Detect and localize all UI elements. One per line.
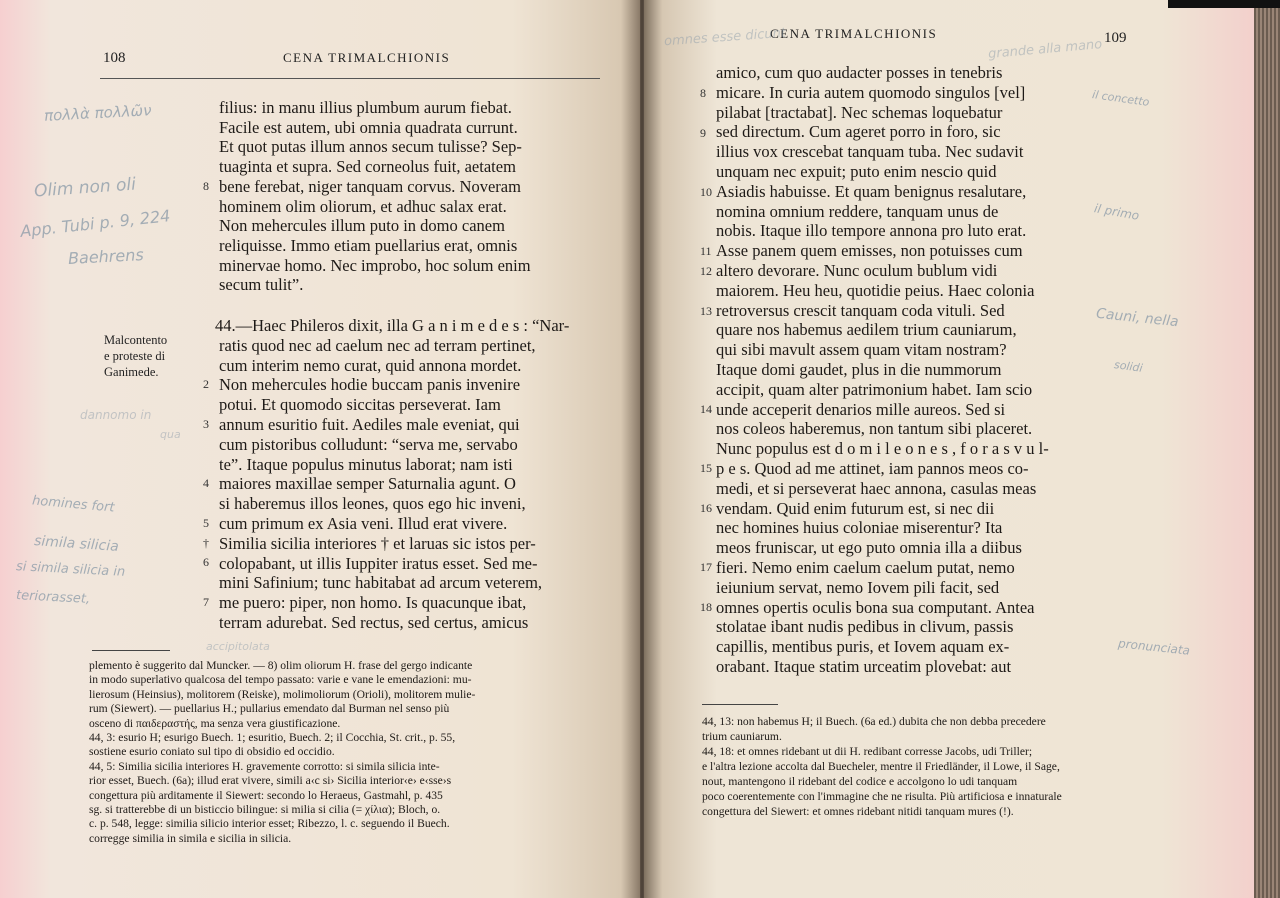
text-line: minervae homo. Nec improbo, hoc solum enim xyxy=(219,255,531,275)
handwritten-note: πολλὰ πολλῶν xyxy=(43,101,152,125)
footnote-line: rior esset, Buech. (6a); illud erat vivere, simili a‹c si› Sicilia interior‹e› e‹sse›s xyxy=(89,774,452,788)
line-number: 13 xyxy=(700,304,712,318)
footnote-line: 44, 13: non habemus H; il Buech. (6a ed.) dubita che non debba precedere xyxy=(702,715,1046,728)
text-line: omnes opertis oculis bona sua computant. Antea xyxy=(716,597,1035,617)
line-number: 17 xyxy=(700,560,712,574)
text-line: nec homines huius coloniae miserentur? Ita xyxy=(716,518,1003,538)
footnote-rule xyxy=(702,704,778,705)
text-line: mini Safinium; tunc habitabat ad arcum veterem, xyxy=(219,573,543,593)
line-number: 6 xyxy=(203,555,209,569)
text-line: capillis, mentibus puris, et Iovem aquam ex- xyxy=(716,637,1010,657)
text-line: unde acceperit denarios mille aureos. Sed si xyxy=(716,399,1006,419)
footnote-line: corregge similia in simila e sicilia in silicia. xyxy=(89,831,292,845)
text-line: tuaginta et supra. Sed corneolus fuit, aetatem xyxy=(219,157,516,177)
handwritten-note: il primo xyxy=(1093,201,1141,223)
footnote-line: nout, mantengono il ridebant del codice e accolgono lo udi tanquam xyxy=(702,775,1018,788)
text-line: pilabat [tractabat]. Nec schemas loquebatur xyxy=(716,102,1003,122)
text-line: Asse panem quem emisses, non potuisses cum xyxy=(716,241,1023,261)
footnote-line: plemento è suggerito dal Muncker. — 8) olim oliorum H. frase del gergo indicante xyxy=(89,659,473,672)
text-line: 44.—Haec Phileros dixit, illa G a n i m e d e s : “Nar- xyxy=(215,316,570,335)
text-line: bene ferebat, niger tanquam corvus. Noveram xyxy=(219,176,521,196)
text-line: nos coleos haberemus, non tantum sibi placeret. xyxy=(716,419,1033,439)
right-page xyxy=(644,0,1254,898)
footnote-line: trium cauniarum. xyxy=(702,730,782,743)
handwritten-note: solidi xyxy=(1113,358,1144,375)
handwritten-note: dannomo in xyxy=(80,408,152,422)
text-line: te”. Itaque populus minutus laborat; nam isti xyxy=(219,454,513,474)
text-line: cum interim nemo curat, quid annona mordet. xyxy=(219,355,522,375)
text-line: meos fruniscar, ut ego puto omnia illa a diibus xyxy=(716,538,1022,558)
line-number: 7 xyxy=(203,595,209,609)
text-line: hominem olim oliorum, et adhuc salax erat. xyxy=(219,196,507,216)
handwritten-note: simila silicia xyxy=(33,533,120,555)
text-line: accipit, quam alter patrimonium habet. Iam scio xyxy=(716,379,1033,399)
text-line: ieiunium servat, nemo Iovem pili facit, sed xyxy=(716,577,1000,597)
footnote-line: in modo superlativo qualcosa del tempo passato: varie e vane le emendazioni: mu- xyxy=(89,673,472,687)
text-line: Nunc populus est d o m i l e o n e s , f o r a s v u l- xyxy=(716,439,1049,459)
right-running-head: CENA TRIMALCHIONIS xyxy=(770,26,938,41)
footnote-line: poco coerentemente con l'immagine che ne risulta. Più artificiosa e innaturale xyxy=(702,790,1062,803)
text-line: nomina omnium reddere, tanquam unus de xyxy=(716,201,999,221)
footnote-line: 44, 18: et omnes ridebant ut dii H. redibant corresse Jacobs, udi Triller; xyxy=(702,745,1033,758)
handwritten-note: App. Tubi p. 9, 224 xyxy=(19,206,172,241)
text-line: Non mehercules hodie buccam panis invenire xyxy=(219,375,521,395)
text-line: secum tulit”. xyxy=(219,275,304,295)
footnote-line: 44, 3: esurio H; esurigo Buech. 1; esuritio, Buech. 2; il Cocchia, St. crit., p. 55, xyxy=(89,731,456,744)
text-line: Similia sicilia interiores † et laruas sic istos per- xyxy=(219,533,536,553)
book-page-edges xyxy=(1254,0,1280,898)
text-line: amico, cum quo audacter posses in tenebris xyxy=(716,63,1003,82)
footnote-line: e l'altra lezione accolta dal Buecheler, mentre il Friedländer, il Lowe, il Sage, xyxy=(702,760,1060,773)
text-line: Facile est autem, ubi omnia quadrata currunt. xyxy=(219,117,518,137)
footnote-line: sg. si tratterebbe di un bisticcio bilingue: si milia si cilia (= χίλια); Bloch, o. xyxy=(89,803,441,816)
line-number: 4 xyxy=(203,476,209,490)
line-number: 5 xyxy=(203,516,209,530)
text-line: Asiadis habuisse. Et quam benignus resalutare, xyxy=(716,181,1027,201)
footnote-line: rum (Siewert). — puellarius H.; pullarius emendato dal Burman nel senso più xyxy=(89,702,450,716)
text-line: me puero: piper, non homo. Is quacunque ibat, xyxy=(219,593,527,613)
text-line: ratis quod nec ad caelum nec ad terram pertinet, xyxy=(219,335,536,355)
line-number: 3 xyxy=(203,417,209,431)
marginal-summary xyxy=(104,332,167,380)
text-line: annum esuritio fuit. Aediles male eveniat, qui xyxy=(219,415,520,434)
text-line: Itaque domi gaudet, plus in die nummorum xyxy=(716,360,1002,379)
text-line: quare nos habemus aedilem trium cauniarum, xyxy=(716,320,1017,340)
handwritten-note: si simila silicia in xyxy=(15,559,126,580)
text-line: Non mehercules illum puto in domo canem xyxy=(219,216,505,236)
right-page-number: 109 xyxy=(1104,30,1127,46)
text-line: fieri. Nemo enim caelum caelum putat, nemo xyxy=(716,558,1015,577)
text-line: altero devorare. Nunc oculum bublum vidi xyxy=(716,261,998,280)
text-line: medi, et si perseverat haec annona, casulas meas xyxy=(716,478,1037,498)
text-line: maiorem. Heu heu, quotidie peius. Haec colonia xyxy=(716,280,1035,300)
footnote-line: lierosum (Heinsius), molitorem (Reiske), molimoliorum (Orioli), molitorem mulie- xyxy=(89,687,476,701)
text-line: terram adurebat. Sed rectus, sed certus, amicus xyxy=(219,613,529,632)
handwritten-note: qua xyxy=(160,428,181,441)
footnote-line: congettura del Siewert: et omnes ridebant nitidi tanquam mures (!). xyxy=(702,805,1014,818)
text-line: vendam. Quid enim futurum est, si nec dii xyxy=(716,498,995,518)
text-line: si haberemus illos leones, quos ego hic inveni, xyxy=(219,494,526,514)
line-number: 8 xyxy=(203,179,209,193)
left-running-head: CENA TRIMALCHIONIS xyxy=(283,50,451,65)
handwritten-note: Olim non oli xyxy=(33,174,137,202)
line-number: 14 xyxy=(700,402,712,416)
text-line: sed directum. Cum ageret porro in foro, sic xyxy=(716,122,1001,142)
handwritten-note: Baehrens xyxy=(67,245,145,268)
footnote-rule xyxy=(92,650,170,651)
text-line: maiores maxillae semper Saturnalia agunt. O xyxy=(219,474,516,494)
handwritten-note: teriorasset, xyxy=(15,588,91,607)
text-line: illius vox crescebat tanquam tuba. Nec sudavit xyxy=(716,142,1024,162)
footnote-line: c. p. 548, legge: similia silicio interior esset; Ribezzo, l. c. seguendo il Buech. xyxy=(89,817,450,831)
text-line: Et quot putas illum annos secum tulisse? Sep- xyxy=(219,137,522,157)
footnote-line: sostiene esurio coniato sul tipo di obsidio ed occidio. xyxy=(89,745,335,759)
line-number: 18 xyxy=(700,600,712,614)
line-number: 8 xyxy=(700,86,706,100)
line-number: 15 xyxy=(700,461,712,475)
text-line: cum primum ex Asia veni. Illud erat vivere. xyxy=(219,514,508,533)
sidenote-line: Malcontento xyxy=(104,333,168,347)
footnote-line: congettura più arditamente il Siewert: secondo lo Heraeus, Gastmahl, p. 435 xyxy=(89,788,443,802)
handwritten-note: homines fort xyxy=(31,493,116,516)
line-number: 12 xyxy=(700,264,712,278)
text-line: cum pistoribus colludunt: “serva me, servabo xyxy=(219,434,518,454)
bookmark-tab xyxy=(1168,0,1280,8)
handwritten-note: omnes esse dicunt xyxy=(663,25,787,50)
sidenote-line: Ganimede. xyxy=(104,365,159,379)
line-number: 10 xyxy=(700,185,712,199)
line-number: 2 xyxy=(203,377,209,391)
text-line: stolatae ibant nudis pedibus in clivum, passis xyxy=(716,617,1014,637)
text-line: reliquisse. Immo etiam puellarius erat, omnis xyxy=(219,235,518,255)
text-line: retroversus crescit tanquam coda vituli. Sed xyxy=(716,300,1005,320)
text-line: micare. In curia autem quomodo singulos [vel] xyxy=(716,82,1026,102)
text-line: qui sibi mavult assem quam vitam nostram? xyxy=(716,340,1007,360)
line-number: † xyxy=(203,536,209,550)
text-line: colopabant, ut illis Iuppiter iratus esset. Sed me- xyxy=(219,553,538,573)
handwritten-note: accipitolata xyxy=(206,640,270,653)
line-number: 11 xyxy=(700,244,712,258)
line-number: 16 xyxy=(700,501,712,515)
line-number: 9 xyxy=(700,126,706,140)
handwritten-note: Cauni, nella xyxy=(1095,305,1180,331)
footnote-line: osceno di παιδεραστής, ma senza vera giustificazione. xyxy=(89,716,341,730)
footnote-line: 44, 5: Similia sicilia interiores H. gravemente corrotto: si simila silicia inte- xyxy=(89,759,440,773)
sidenote-line: e proteste di xyxy=(104,349,166,363)
text-line: orabant. Itaque statim urceatim plovebat: aut xyxy=(716,657,1012,676)
text-line: p e s. Quod ad me attinet, iam pannos meos co- xyxy=(716,459,1029,478)
text-line: nobis. Itaque illo tempore annona pro luto erat. xyxy=(716,221,1027,241)
text-line: filius: in manu illius plumbum aurum fiebat. xyxy=(219,98,512,117)
text-line: unquam nec expuit; puto enim nescio quid xyxy=(716,162,997,181)
handwritten-note: grande alla mano xyxy=(987,37,1103,62)
header-rule xyxy=(100,78,600,79)
handwritten-note: pronunciata xyxy=(1117,636,1191,658)
handwritten-note: il concetto xyxy=(1091,88,1151,109)
left-page-number: 108 xyxy=(103,50,126,66)
text-line: potui. Et quomodo siccitas perseverat. Iam xyxy=(219,395,501,415)
